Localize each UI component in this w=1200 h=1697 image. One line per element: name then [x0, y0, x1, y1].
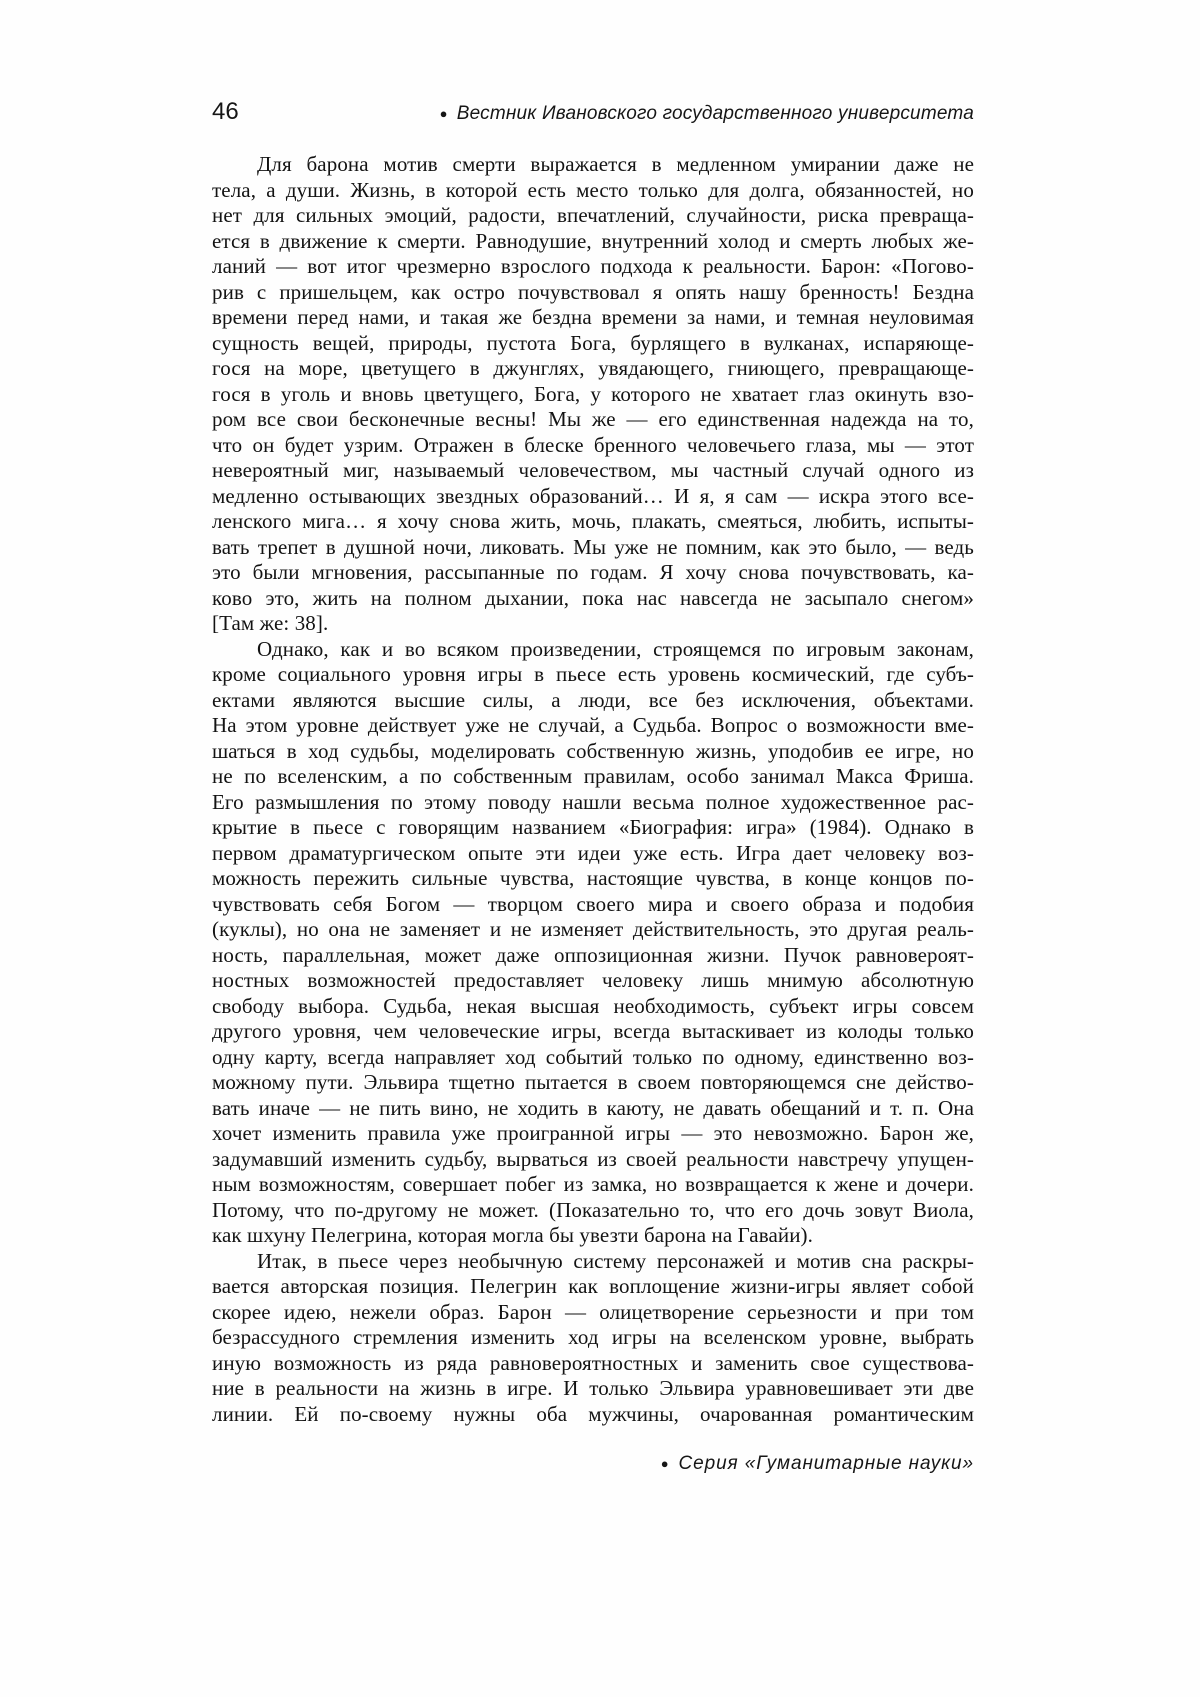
text-line: ние в реальности на жизнь в игре. И только Эльвира уравновешивает эти две [212, 1376, 974, 1400]
text-line: свободу выбора. Судьба, некая высшая необходимость, субъект игры совсем [212, 993, 974, 1018]
text-line: чувствовать себя Богом — творцом своего мира и своего образа и подобия [212, 891, 974, 916]
text-line: ектами являются высшие силы, а люди, все без исключения, объектами. [212, 687, 974, 712]
text-line: ром все свои бесконечные весны! Мы же — его единственная надежда на то, [212, 407, 974, 431]
text-line: ленского мига… я хочу снова жить, мочь, плакать, смеяться, любить, испыты- [212, 509, 974, 533]
text-line: На этом уровне действует уже не случай, а Судьба. Вопрос о возможности вме- [212, 713, 974, 737]
text-line: что он будет узрим. Отражен в блеске бренного человечьего глаза, мы — этот [212, 432, 974, 457]
bullet-icon: ● [660, 1456, 670, 1471]
text-line: тела, а души. Жизнь, в которой есть место только для долга, обязанностей, но [212, 177, 974, 202]
text-line: крытие в пьесе с говорящим названием «Биография: игра» (1984). Однако в [212, 815, 974, 839]
paragraph [212, 1249, 974, 1428]
text-line: первом драматургическом опыте эти идеи уже есть. Игра дает человеку воз- [212, 840, 974, 865]
text-line: вать иначе — не пить вино, не ходить в каюту, не давать обещаний и т. п. Она [212, 1095, 974, 1120]
text-line: шаться в ход судьбы, моделировать собственную жизнь, уподобив ее игре, но [212, 738, 974, 763]
text-line: ностных возможностей предоставляет человеку лишь мнимую абсолютную [212, 968, 974, 992]
text-line: кроме социального уровня игры в пьесе есть уровень космический, где субъ- [212, 662, 974, 686]
text-line: одну карту, всегда направляет ход событий только по одному, единственно воз- [212, 1044, 974, 1069]
running-title [440, 102, 974, 127]
text-line: как шхуну Пелегрина, которая могла бы увезти барона на Гавайи). [212, 1223, 814, 1247]
text-line: ным возможностям, совершает побег из замка, но возвращается к жене и дочери. [212, 1172, 974, 1196]
text-line: вается авторская позиция. Пелегрин как воплощение жизни-игры являет собой [212, 1274, 974, 1298]
text-line: (куклы), но она не заменяет и не изменяет действительность, это другая реаль- [212, 917, 974, 941]
text-line: гося в уголь и вновь цветущего, Бога, у которого не хватает глаз окинуть взо- [212, 381, 974, 406]
text-line: задумавший изменить судьбу, вырваться из своей реальности навстречу упущен- [212, 1146, 974, 1171]
text-line: скорее идею, нежели образ. Барон — олицетворение серьезности и при том [212, 1299, 974, 1324]
text-line: гося на море, цветущего в джунглях, увядающего, гниющего, превращающе- [212, 356, 974, 380]
text-line: иную возможность из ряда равновероятностных и заменить свое существова- [212, 1350, 974, 1375]
bullet-icon: ● [439, 106, 448, 121]
text-line: сущность вещей, природы, пустота Бога, бурлящего в вулканах, испаряюще- [212, 330, 974, 355]
text-line: другого уровня, чем человеческие игры, всегда вытаскивает из колоды только [212, 1019, 974, 1043]
text-line: не по вселенским, а по собственным правилам, особо занимал Макса Фриша. [212, 764, 974, 788]
page-footer [212, 1452, 974, 1477]
journal-title: Вестник Ивановского государственного университета [456, 103, 974, 124]
text-line: невероятный миг, называемый человечеством, мы частный случай одного из [212, 458, 974, 482]
paragraph [212, 637, 974, 1249]
text-line: вать трепет в душной ночи, ликовать. Мы уже не помним, как это было, — ведь [212, 534, 974, 559]
text-line: ково это, жить на полном дыхании, пока нас навсегда не засыпало снегом» [212, 585, 974, 610]
text-line: Его размышления по этому поводу нашли весьма полное художественное рас- [212, 789, 974, 814]
text-line: рив с пришельцем, как остро почувствовал я опять нашу бренность! Бездна [212, 279, 974, 304]
text-line: ность, параллельная, может даже оппозиционная жизни. Пучок равновероят- [212, 942, 974, 967]
text-line: можность пережить сильные чувства, настоящие чувства, в конце концов по- [212, 866, 974, 890]
text-line: Итак, в пьесе через необычную систему персонажей и мотив сна раскры- [257, 1248, 974, 1273]
text-line: безрассудного стремления изменить ход игры на вселенском уровне, выбрать [212, 1325, 974, 1349]
text-line: Потому, что по-другому не может. (Показательно то, что его дочь зовут Виола, [212, 1197, 974, 1222]
text-line: ланий — вот итог чрезмерно взрослого подхода к реальности. Барон: «Погово- [212, 254, 974, 278]
text-line: времени перед нами, и такая же бездна времени за нами, и темная неуловимая [212, 305, 974, 329]
page-number: 46 [212, 98, 239, 125]
series-title: Серия «Гуманитарные науки» [678, 1453, 974, 1474]
text-line: это были мгновения, рассыпанные по годам. Я хочу снова почувствовать, ка- [212, 560, 974, 584]
paragraph [212, 152, 974, 637]
text-line: Для барона мотив смерти выражается в медленном умирании даже не [257, 152, 974, 176]
text-line: линии. Ей по-своему нужны оба мужчины, очарованная романтическим [212, 1401, 974, 1426]
text-line: Однако, как и во всяком произведении, строящемся по игровым законам, [257, 636, 974, 661]
page-header [212, 99, 974, 127]
text-line: можному пути. Эльвира тщетно пытается в своем повторяющемся сне действо- [212, 1070, 974, 1094]
text-line: нет для сильных эмоций, радости, впечатлений, случайности, риска превраща- [212, 203, 974, 227]
text-line: медленно остывающих звездных образований… И я, я сам — искра этого все- [212, 483, 974, 508]
text-line: хочет изменить правила уже проигранной игры — это невозможно. Барон же, [212, 1121, 974, 1145]
text-line: [Там же: 38]. [212, 611, 329, 635]
body-text [212, 152, 974, 1427]
text-line: ется в движение к смерти. Равнодушие, внутренний холод и смерть любых же- [212, 228, 974, 253]
